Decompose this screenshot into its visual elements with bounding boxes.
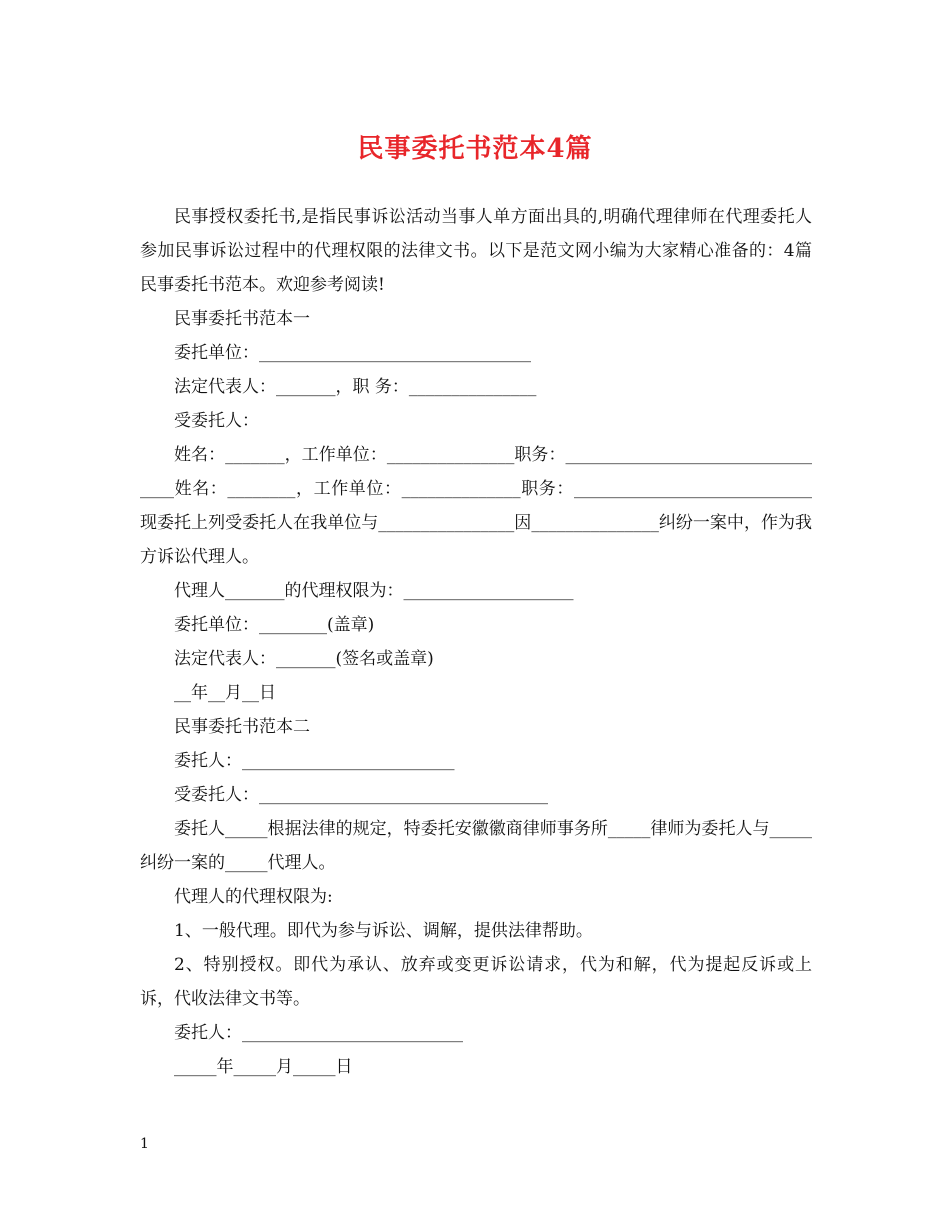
form-line: 受委托人： <box>174 411 259 431</box>
date-line: _____年_____月_____日 <box>174 1057 353 1077</box>
section-heading-1: 民事委托书范本一 <box>174 309 310 329</box>
form-line: 委托人：__________________________ <box>174 1023 463 1043</box>
body-paragraph: 代理人的代理权限为: <box>174 887 333 907</box>
page-number: 1 <box>140 1136 149 1152</box>
list-item: 2、特别授权。即代为承认、放弃或变更诉讼请求，代为和解，代为提起反诉或上诉，代收法律文书等。 <box>140 955 812 1009</box>
delegate-paragraph: 姓名：_______，工作单位：_______________职务：_________________________________姓名：________，工作单位：______________职务：____________________________现委托上列受委托人在我单位与________________因_______________纠纷一案中，作为我方诉讼代理人。 <box>140 445 812 567</box>
document-body <box>140 200 812 1084</box>
form-line: 法定代表人：_______，职 务：_______________ <box>174 377 537 397</box>
form-line: 法定代表人：_______(签名或盖章) <box>174 649 434 669</box>
form-line: 委托单位：________(盖章) <box>174 615 375 635</box>
date-line: __年__月__日 <box>174 683 276 703</box>
document-title: 民事委托书范本4篇 <box>357 134 593 164</box>
section-heading-2: 民事委托书范本二 <box>174 717 310 737</box>
body-paragraph: 委托人_____根据法律的规定，特委托安徽徽商律师事务所_____律师为委托人与_____纠纷一案的_____代理人。 <box>140 819 812 873</box>
intro-paragraph: 民事授权委托书,是指民事诉讼活动当事人单方面出具的,明确代理律师在代理委托人参加民事诉讼过程中的代理权限的法律文书。以下是范文网小编为大家精心准备的：4篇民事委托书范本。欢迎参考阅读! <box>140 207 812 295</box>
list-item: 1、一般代理。即代为参与诉讼、调解，提供法律帮助。 <box>174 921 593 941</box>
form-line: 委托人：_________________________ <box>174 751 455 771</box>
form-line: 代理人_______的代理权限为：____________________ <box>174 581 574 601</box>
form-line: 受委托人：__________________________________ <box>174 785 548 805</box>
form-line: 委托单位：________________________________ <box>174 343 531 363</box>
